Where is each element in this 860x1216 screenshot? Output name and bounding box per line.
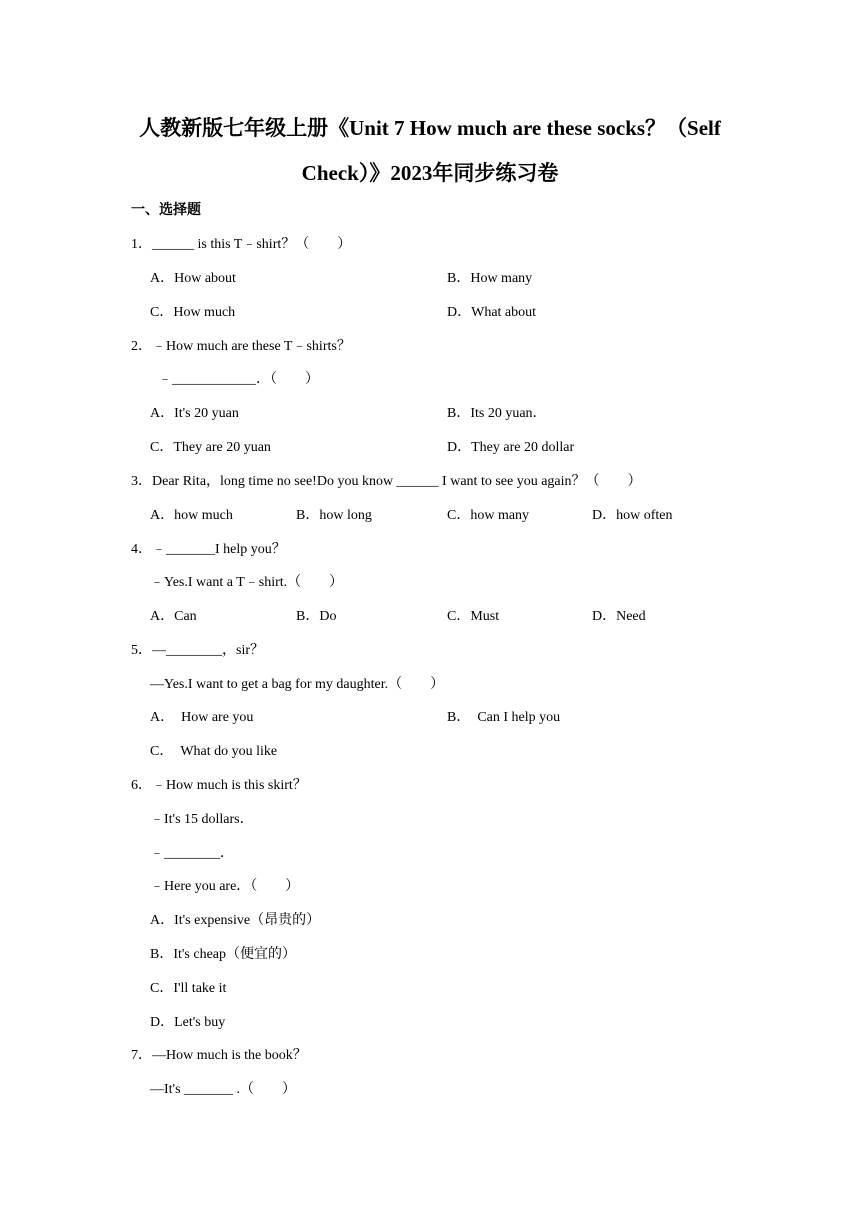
q4-option-b: B．Do (296, 609, 337, 624)
q6-option-a: A．It's expensive（昂贵的） (150, 913, 321, 928)
question-2-stem: 2．﹣How much are these T﹣shirts？ (131, 339, 351, 354)
q2-option-a: A．It's 20 yuan (150, 406, 239, 421)
section-heading: 一、选择题 (131, 203, 201, 218)
q6-option-b: B．It's cheap（便宜的） (150, 947, 297, 962)
q2-option-c: C．They are 20 yuan (150, 440, 271, 455)
question-6-stem: 6．﹣How much is this skirt？ (131, 778, 307, 793)
q3-option-c: C．how many (447, 508, 530, 523)
question-7-stem: 7．—How much is the book？ (131, 1048, 307, 1063)
document-title-line-1: 人教新版七年级上册《Unit 7 How much are these socks？（Self (139, 116, 721, 140)
question-4-response: ﹣Yes.I want a T﹣shirt.（ ） (150, 575, 344, 590)
q5-option-b: B． Can I help you (447, 710, 561, 725)
q4-option-c: C．Must (447, 609, 500, 624)
question-5-stem: 5．—________，sir？ (131, 643, 264, 658)
q5-option-a: A． How are you (150, 710, 254, 725)
question-6-line-2: ﹣________． (150, 846, 234, 861)
q2-option-d: D．They are 20 dollar (447, 440, 575, 455)
q5-option-c: C． What do you like (150, 744, 278, 759)
q6-option-d: D．Let's buy (150, 1015, 226, 1030)
question-6-line-3: ﹣Here you are．（ ） (150, 879, 300, 894)
q6-option-c: C．I'll take it (150, 981, 227, 996)
question-1-stem: 1．______ is this T﹣shirt？（ ） (131, 237, 352, 252)
q1-option-b: B．How many (447, 271, 533, 286)
q3-option-b: B．how long (296, 508, 372, 523)
q4-option-a: A．Can (150, 609, 197, 624)
question-4-stem: 4．﹣_______I help you？ (131, 542, 286, 557)
q1-option-a: A．How about (150, 271, 236, 286)
question-6-line-1: ﹣It's 15 dollars． (150, 812, 254, 827)
q4-option-d: D．Need (592, 609, 646, 624)
question-3-stem: 3．Dear Rita，long time no see!Do you know ______ I want to see you again？（ ） (131, 474, 642, 489)
document-title-line-2: Check）》2023年同步练习卷 (301, 161, 559, 185)
question-7-response: —It's _______ .（ ） (150, 1082, 297, 1097)
q1-option-c: C．How much (150, 305, 236, 320)
question-5-response: —Yes.I want to get a bag for my daughter.（ ） (150, 677, 445, 692)
q3-option-a: A．how much (150, 508, 233, 523)
q1-option-d: D．What about (447, 305, 537, 320)
q2-option-b: B．Its 20 yuan． (447, 406, 547, 421)
q3-option-d: D．how often (592, 508, 673, 523)
question-2-response: ﹣____________．（ ） (158, 372, 319, 387)
